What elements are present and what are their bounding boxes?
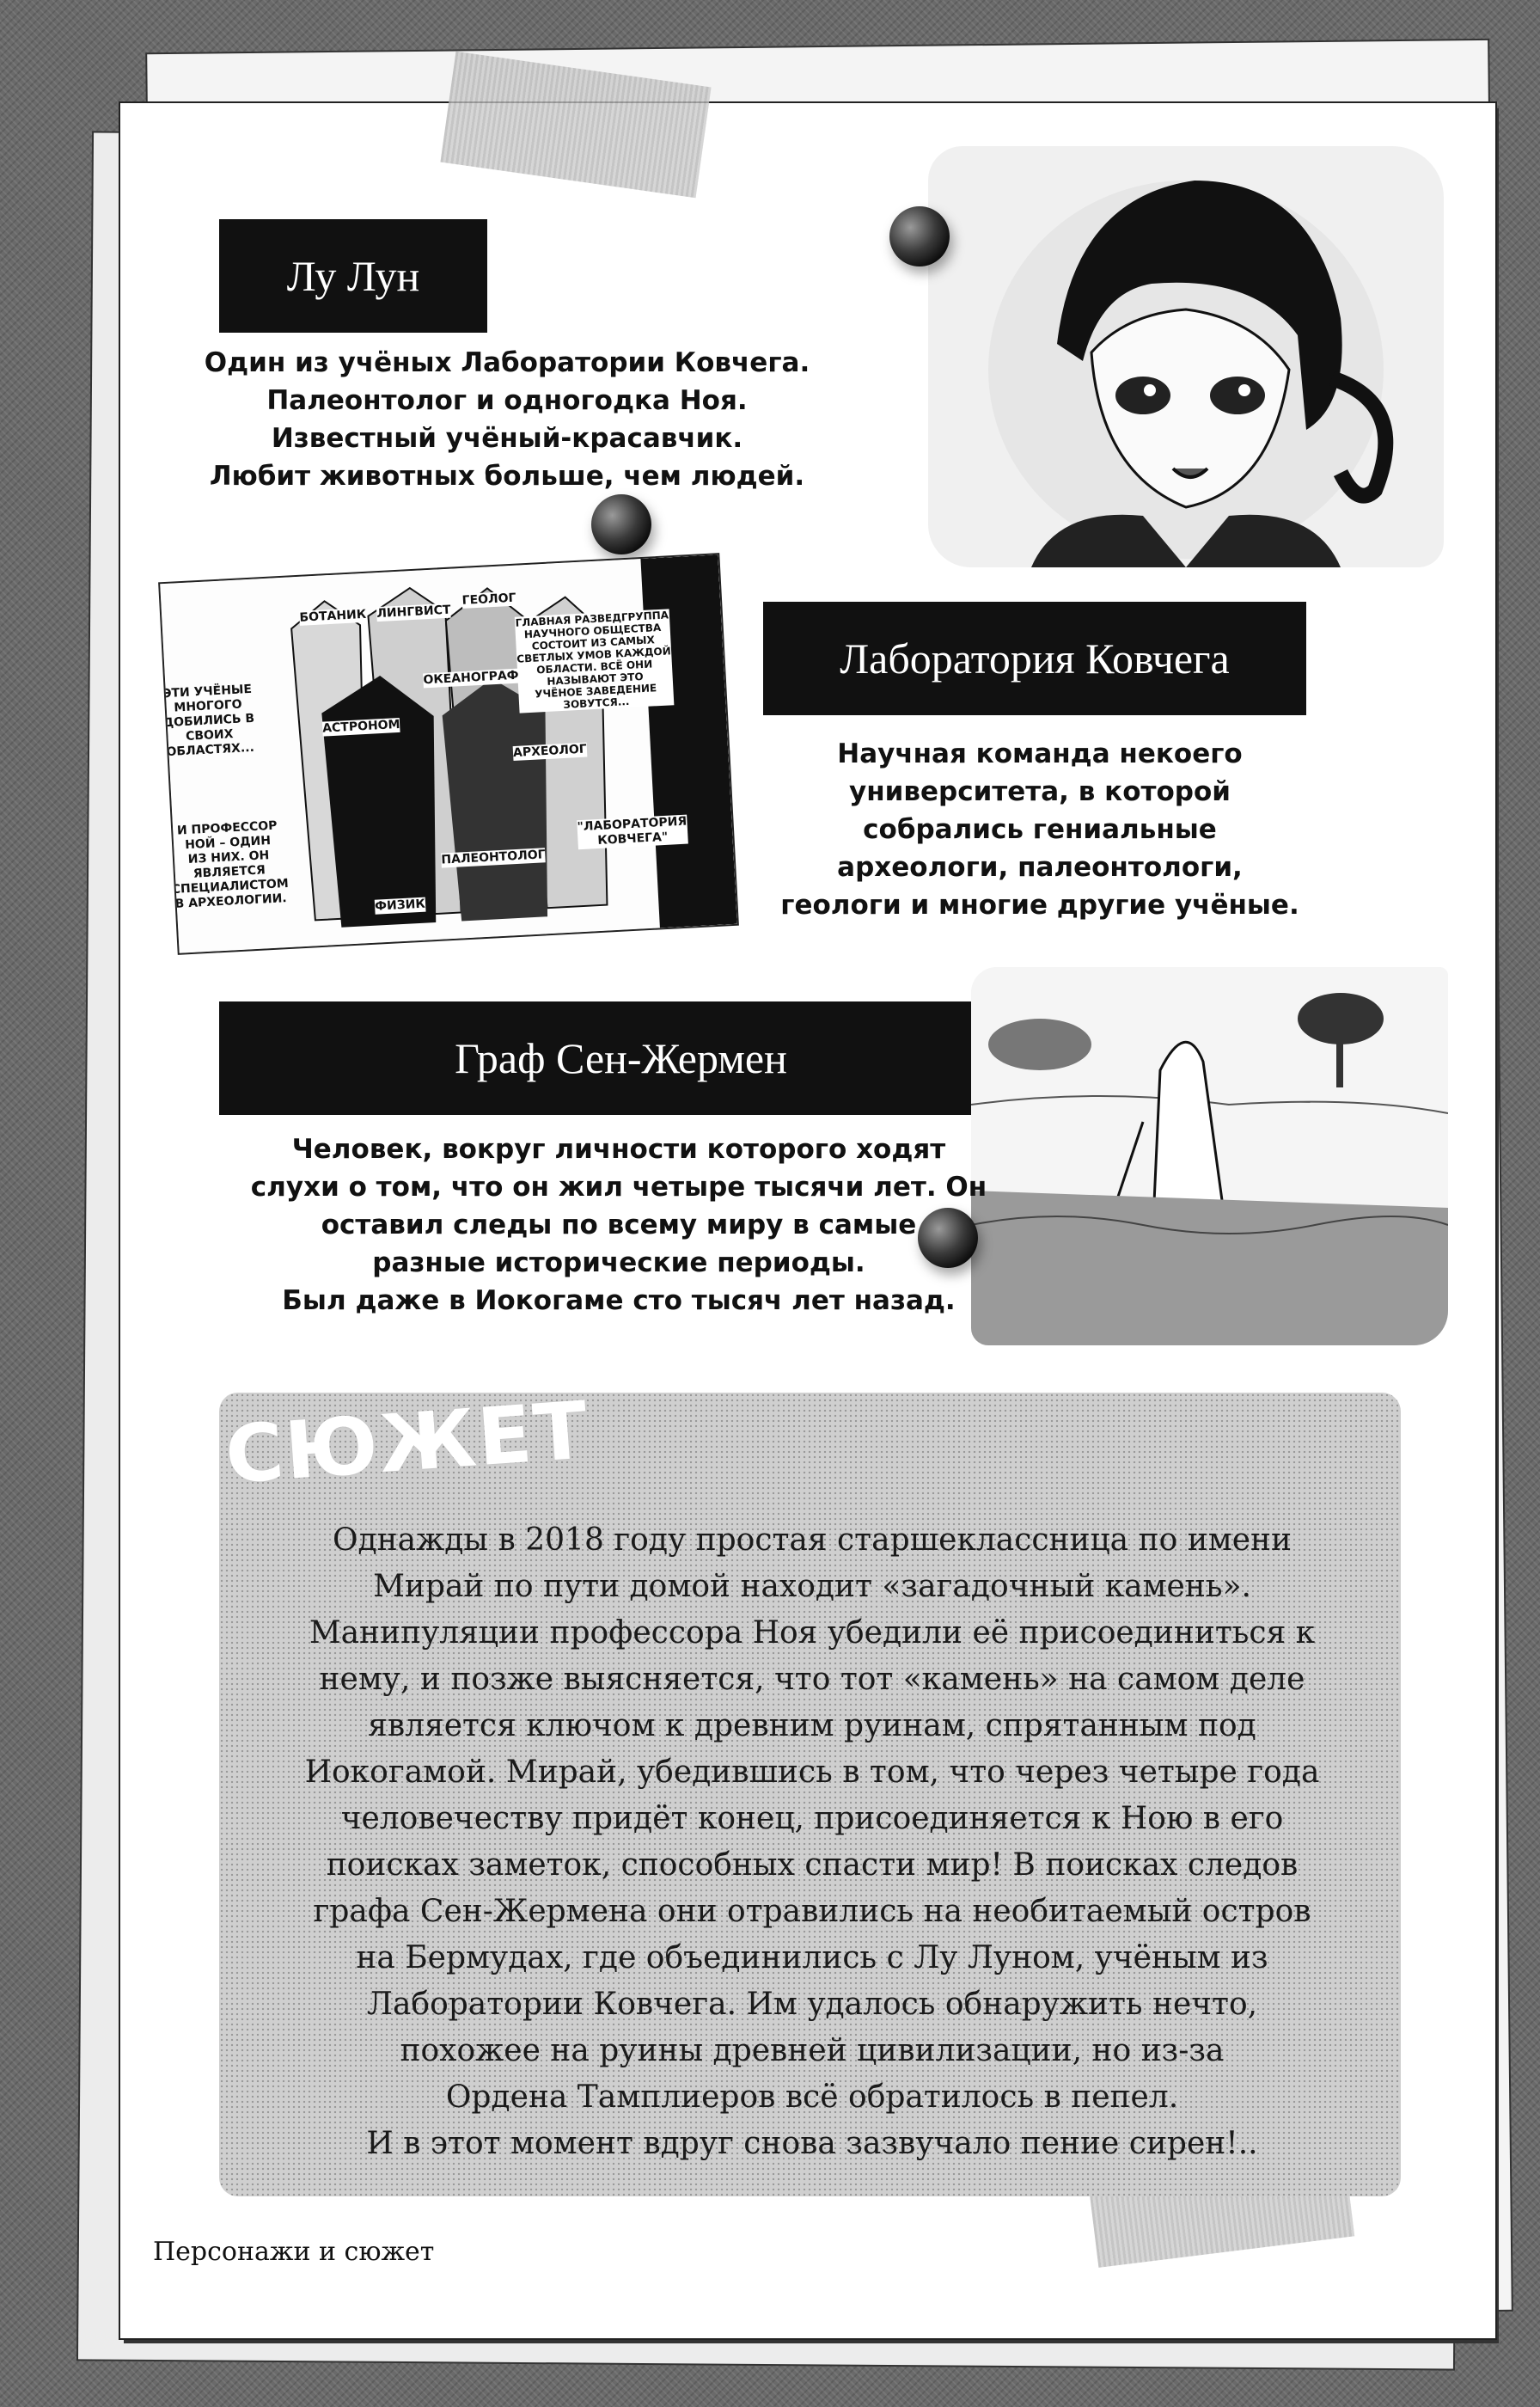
plot-line: Лаборатории Ковчега. Им удалось обнаружить нечто, [366, 1987, 1258, 2022]
desc-line: Научная команда некоего [837, 738, 1243, 769]
plot-line: похожее на руины древней цивилизации, но из-за [400, 2033, 1225, 2068]
desc-line: Человек, вокруг личности которого ходят [291, 1134, 946, 1165]
lab-label: АСТРОНОМ [321, 717, 400, 736]
lab-note-4: "ЛАБОРАТОРИЯ КОВЧЕГА" [577, 815, 688, 850]
desc-line: Палеонтолог и одногодка Ноя. [266, 385, 748, 416]
lab-label: ОКЕАНОГРАФ [423, 668, 520, 688]
lab-label: ГЕОЛОГ [461, 591, 516, 608]
plot-line: графа Сен-Жермена они отравились на необитаемый остров [313, 1894, 1311, 1929]
section-title-lu-lun [219, 219, 487, 333]
section-title-lab [763, 602, 1306, 715]
lab-label: БОТАНИК [299, 607, 367, 625]
character-portrait-lu-lun [928, 146, 1444, 567]
section-desc-saint-germain [232, 1130, 1005, 1320]
page-footer-caption: Персонажи и сюжет [153, 2237, 435, 2267]
pin-2 [591, 494, 651, 554]
plot-line: человечеству придёт конец, присоединяется к Ною в его [340, 1801, 1284, 1836]
plot-line: Однажды в 2018 году простая старшеклассница по имени [333, 1522, 1292, 1558]
plot-heading: СЮЖЕТ [222, 1384, 592, 1502]
desc-line: Один из учёных Лаборатории Ковчега. [204, 347, 810, 378]
portrait-drawing [928, 146, 1444, 567]
lab-note-3: ГЛАВНАЯ РАЗВЕДГРУППА НАУЧНОГО ОБЩЕСТВА СОСТОИТ ИЗ САМЫХ СВЕТЛЫХ УМОВ КАЖДОЙ ОБЛАСТИ. ВСЁ ОНИ НАЗЫВАЮТ ЭТО УЧЁНОЕ ЗАВЕДЕНИЕ ЗОВУТСЯ... [515, 609, 674, 713]
plot-line: Манипуляции профессора Ноя убедили её присоединиться к [309, 1615, 1316, 1651]
section-title-saint-germain [219, 1001, 1023, 1115]
plot-text [249, 1517, 1375, 2167]
desc-line: геологи и многие другие учёные. [780, 890, 1299, 921]
field-drawing [971, 967, 1448, 1345]
section-title-text: Граф Сен-Жермен [455, 1034, 787, 1082]
desc-line: собрались гениальные [863, 814, 1217, 845]
section-desc-lu-lun [198, 344, 816, 495]
plot-line: Ордена Тамплиеров всё обратилось в пепел. [445, 2079, 1179, 2115]
lab-illustration [158, 553, 739, 955]
desc-line: университета, в которой [849, 776, 1231, 807]
desc-line: разные исторические периоды. [372, 1247, 865, 1278]
lab-label: ФИЗИК [374, 897, 426, 914]
section-desc-lab [756, 735, 1323, 924]
plot-line: И в этот момент вдруг снова зазвучало пение сирен!.. [366, 2126, 1258, 2161]
pin-3 [918, 1208, 978, 1268]
desc-line: археологи, палеонтологи, [837, 852, 1243, 883]
lab-note-2: И ПРОФЕССОР НОЙ – ОДИН ИЗ НИХ. ОН ЯВЛЯЕТСЯ СПЕЦИАЛИСТОМ В АРХЕОЛОГИИ. [171, 818, 290, 911]
desc-line: оставил следы по всему миру в самые [321, 1210, 917, 1240]
lab-label: ПАЛЕОНТОЛОГ [441, 848, 546, 867]
section-title-text: Лу Лун [286, 252, 420, 300]
section-title-text: Лаборатория Ковчега [840, 634, 1230, 683]
desc-line: слухи о том, что он жил четыре тысячи лет. Он [250, 1172, 987, 1203]
plot-line: нему, и позже выясняется, что тот «камень» на самом деле [319, 1662, 1305, 1697]
plot-line: Мирай по пути домой находит «загадочный камень». [373, 1569, 1251, 1604]
plot-line: Иокогамой. Мирай, убедившись в том, что через четыре года [304, 1755, 1320, 1790]
pin-1 [889, 206, 950, 266]
desc-line: Был даже в Иокогаме сто тысяч лет назад. [282, 1285, 956, 1316]
plot-line: поисках заметок, способных спасти мир! В поисках следов [326, 1847, 1299, 1883]
desc-line: Любит животных больше, чем людей. [209, 461, 805, 492]
saint-germain-illustration [971, 967, 1448, 1345]
plot-line: является ключом к древним руинам, спрятанным под [368, 1708, 1256, 1743]
plot-line: на Бермудах, где объединились с Лу Луном, учёным из [356, 1940, 1268, 1975]
desc-line: Известный учёный-красавчик. [271, 423, 743, 454]
lab-label: АРХЕОЛОГ [512, 742, 588, 761]
lab-label: ЛИНГВИСТ [376, 603, 451, 622]
lab-note-1: ЭТИ УЧЁНЫЕ МНОГОГО ДОБИЛИСЬ В СВОИХ ОБЛАСТЯХ... [162, 682, 255, 760]
